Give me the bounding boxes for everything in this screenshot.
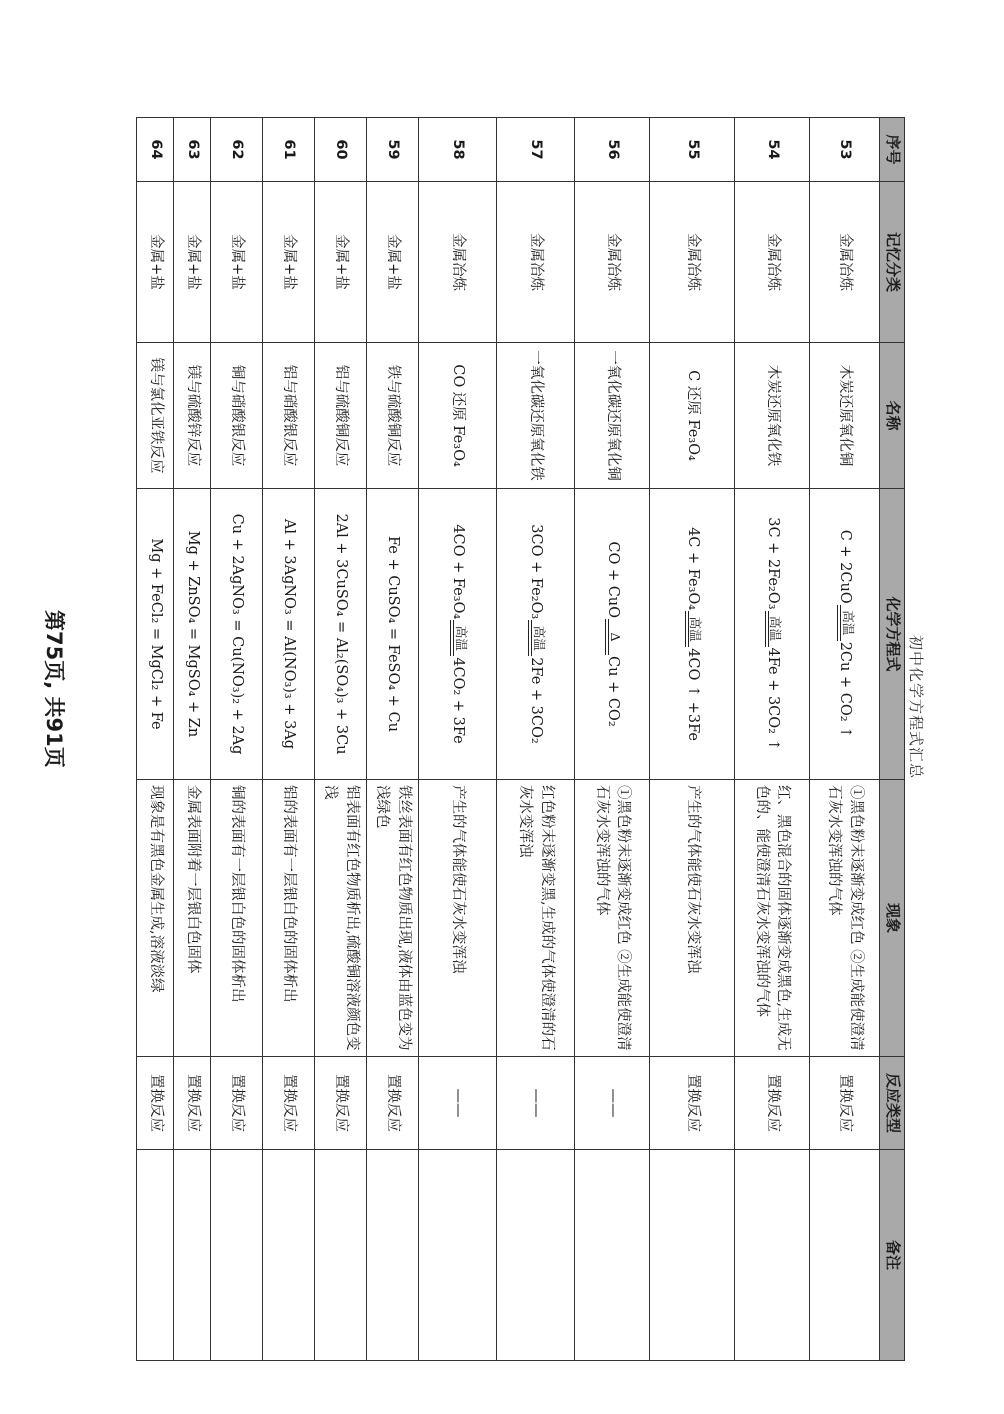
row-equation [263,489,315,780]
table-row [735,118,810,1361]
page-footer [30,610,110,870]
equation-reactants: 3CO + Fe₂O₃ [528,524,545,620]
row-type: 置换反应 [211,1057,263,1150]
table-row [367,118,419,1361]
equation-text [145,538,166,729]
row-note [735,1150,810,1361]
table-row [211,118,263,1361]
row-number: 61 [263,118,315,182]
row-number: 57 [497,118,575,182]
condition-label: 高温 [768,616,784,642]
equation-reactants: Mg + ZnSO₄ = MgSO₄ + Zn [184,530,201,738]
row-name: C 还原 Fe₃O₄ [650,343,735,489]
reaction-condition [763,611,783,647]
header-name: 名称 [880,343,905,489]
row-phenomenon: 铝的表面有一层银白色的固体析出 [263,780,315,1057]
equation-text [762,517,783,751]
reaction-condition [448,620,468,656]
equation-text [226,514,247,755]
rotated-page [140,117,925,1297]
row-note [419,1150,497,1361]
table-row [137,118,174,1361]
row-phenomenon: 铝表面有红色物质析出,硫酸铜溶液颜色变浅 [315,780,367,1057]
row-equation [137,489,174,780]
row-category: 金属+盐 [137,182,174,343]
row-note [315,1150,367,1361]
equation-products: 4CO₂ + 3Fe [450,657,467,744]
row-type: —— [497,1057,575,1150]
header-equation: 化学方程式 [880,489,905,780]
table-row [810,118,880,1361]
header-phenomenon: 现象 [880,780,905,1057]
table-row [419,118,497,1361]
row-equation [735,489,810,780]
page-number: 第75页, 共91页 [42,610,66,768]
condition-label: Δ [608,632,624,642]
table-row [315,118,367,1361]
row-type: 置换反应 [315,1057,367,1150]
equation-products: Cu + CO₂ [604,656,621,727]
table-row [263,118,315,1361]
equation-reactants: Cu + 2AgNO₃ = Cu(NO₃)₂ + 2Ag [229,513,246,755]
row-category: 金属+盐 [211,182,263,343]
row-phenomenon: 铁丝表面有红色物质出现,液体由蓝色变为浅绿色 [367,780,419,1057]
row-category: 金属+盐 [174,182,211,343]
condition-label: 高温 [688,616,704,642]
table-row [174,118,211,1361]
equation-text [447,524,468,743]
row-equation [810,489,880,780]
equation-reactants: Al + 3AgNO₃ = Al(NO₃)₃ + 3Ag [281,518,298,750]
reaction-condition [683,611,703,647]
equation-text [330,513,351,754]
row-note [367,1150,419,1361]
reaction-condition [603,619,623,655]
row-equation [211,489,263,780]
row-category: 金属+盐 [315,182,367,343]
equation-products: 2Fe + 3CO₂ [528,657,545,744]
row-type: 置换反应 [735,1057,810,1150]
row-name: 铝与硫酸铜反应 [315,343,367,489]
row-category: 金属冶炼 [497,182,575,343]
row-note [575,1150,650,1361]
row-number: 59 [367,118,419,182]
row-number: 54 [735,118,810,182]
row-number: 60 [315,118,367,182]
row-name: 铁与硫酸铜反应 [367,343,419,489]
row-name: CO 还原 Fe₃O₄ [419,343,497,489]
row-phenomenon: ①黑色粉末逐渐变成红色 ②生成能使澄清石灰水变浑浊的气体 [810,780,880,1057]
row-number: 62 [211,118,263,182]
row-equation [419,489,497,780]
header-no: 序号 [880,118,905,182]
equation-reactants: CO + CuO [604,541,621,619]
row-phenomenon: 红、黑色混合的固体逐渐变成黑色,生成无色的、能使澄清石灰水变浑浊的气体 [735,780,810,1057]
row-type: 置换反应 [367,1057,419,1150]
row-note [497,1150,575,1361]
table-row [650,118,735,1361]
row-phenomenon: 产生的气体能使石灰水变浑浊 [650,780,735,1057]
equation-reactants: C + 2CuO [837,529,854,604]
row-name: 镁与氯化亚铁反应 [137,343,174,489]
row-category: 金属冶炼 [810,182,880,343]
row-name: 铝与硝酸银反应 [263,343,315,489]
condition-label: 高温 [840,610,856,636]
row-name: 木炭还原氧化铁 [735,343,810,489]
header-note: 备注 [880,1150,905,1361]
row-note [650,1150,735,1361]
equation-table [136,117,905,1361]
equation-reactants: 3C + 2Fe₂O₃ [764,517,781,610]
row-category: 金属冶炼 [419,182,497,343]
row-name: 木炭还原氧化铜 [810,343,880,489]
condition-label: 高温 [453,625,469,651]
equation-text [278,519,299,749]
row-type: 置换反应 [174,1057,211,1150]
row-note [810,1150,880,1361]
row-type: —— [419,1057,497,1150]
equation-text [602,541,623,726]
equation-text [682,527,703,741]
row-type: 置换反应 [137,1057,174,1150]
row-note [211,1150,263,1361]
row-equation [650,489,735,780]
row-category: 金属冶炼 [735,182,810,343]
row-number: 53 [810,118,880,182]
reaction-condition [835,605,855,641]
header-type: 反应类型 [880,1057,905,1150]
row-note [263,1150,315,1361]
row-name: 铜与硝酸银反应 [211,343,263,489]
condition-label: 高温 [531,625,547,651]
row-equation [174,489,211,780]
row-equation [497,489,575,780]
row-equation [575,489,650,780]
row-phenomenon: ①黑色粉末逐渐变成红色 ②生成能使澄清石灰水变浑浊的气体 [575,780,650,1057]
row-phenomenon: 现象是有黑色金属生成,溶液淡绿 [137,780,174,1057]
row-name: 一氧化碳还原氧化铁 [497,343,575,489]
equation-text [382,536,403,732]
row-note [174,1150,211,1361]
row-equation [315,489,367,780]
row-note [137,1150,174,1361]
table-row [497,118,575,1361]
row-number: 56 [575,118,650,182]
row-name: 一氧化碳还原氧化铜 [575,343,650,489]
row-name: 镁与硫酸锌反应 [174,343,211,489]
equation-reactants: 2Al + 3CuSO₄ = Al₂(SO₄)₃ + 3Cu [333,513,350,755]
row-category: 金属+盐 [367,182,419,343]
table-row [575,118,650,1361]
row-equation [367,489,419,780]
equation-products: 2Cu + CO₂ ↑ [837,641,854,739]
header-category: 记忆分类 [880,182,905,343]
equation-text [182,531,203,737]
row-phenomenon: 金属表面附着一层银白色固体 [174,780,211,1057]
header-row [880,118,905,1361]
document-title: 初中化学方程式汇总 [907,634,925,779]
row-type: —— [575,1057,650,1150]
equation-reactants: Fe + CuSO₄ = FeSO₄ + Cu [385,536,402,732]
row-type: 置换反应 [263,1057,315,1150]
row-number: 58 [419,118,497,182]
row-phenomenon: 铜的表面有一层银白色的固体析出 [211,780,263,1057]
row-number: 63 [174,118,211,182]
row-number: 55 [650,118,735,182]
equation-text [525,524,546,743]
equation-products: 4CO ↑ +3Fe [684,648,701,741]
row-type: 置换反应 [650,1057,735,1150]
row-type: 置换反应 [810,1057,880,1150]
row-number: 64 [137,118,174,182]
equation-reactants: 4CO + Fe₃O₄ [450,524,467,620]
row-category: 金属冶炼 [650,182,735,343]
row-phenomenon: 产生的气体能使石灰水变浑浊 [419,780,497,1057]
equation-reactants: 4C + Fe₃O₄ [684,527,701,611]
reaction-condition [526,620,546,656]
equation-text [834,530,855,739]
row-category: 金属+盐 [263,182,315,343]
equation-products: 4Fe + 3CO₂ ↑ [764,647,781,751]
row-phenomenon: 红色粉末逐渐变黑,生成的气体使澄清的石灰水变浑浊 [497,780,575,1057]
equation-reactants: Mg + FeCl₂ = MgCl₂ + Fe [147,538,164,730]
row-category: 金属冶炼 [575,182,650,343]
